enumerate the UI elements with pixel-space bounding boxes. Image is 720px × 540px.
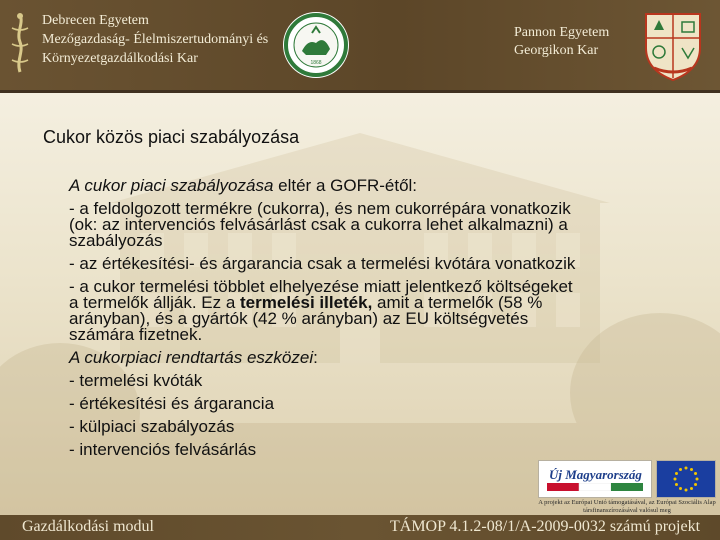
uj-magyarorszag-logo-text: Új Magyarország — [549, 467, 642, 482]
eu-star-icon — [690, 487, 693, 490]
body-text-span: számára fizetnek. — [69, 325, 203, 344]
eu-star-icon — [694, 483, 697, 486]
logo-stripe-icon — [547, 483, 643, 491]
university-emblem-icon — [6, 10, 34, 78]
uj-magyarorszag-logo — [538, 460, 652, 498]
eu-star-icon — [690, 468, 693, 471]
body-text-span: - a cukor termelési többlet elhelyezése miatt jelentkező költségeket — [69, 277, 573, 296]
eu-star-icon — [685, 489, 688, 492]
right-university-line: Georgikon Kar — [514, 43, 599, 58]
left-university-line: Környezetgazdálkodási Kar — [42, 51, 198, 66]
footer-project-id: TÁMOP 4.1.2-08/1/A-2009-0032 számú projekt — [390, 518, 701, 535]
body-text-span: - az értékesítési- és árgarancia csak a termelési kvótára vonatkozik — [69, 254, 576, 273]
seal-year: 1868 — [310, 60, 322, 66]
body-line — [69, 373, 679, 389]
body-text-span: (ok: az intervenciós felvásárlást csak a cukorra lehet alkalmazni) a — [69, 215, 568, 234]
eu-star-icon — [679, 468, 682, 471]
body-line — [69, 327, 679, 343]
eu-star-icon — [696, 478, 699, 481]
body-text-span: eltér a GOFR-étől: — [273, 176, 418, 195]
footer-module-name: Gazdálkodási modul — [22, 518, 154, 535]
eu-star-icon — [685, 467, 688, 470]
body-text-span: - termelési kvóták — [69, 371, 203, 390]
eu-star-icon — [674, 478, 677, 481]
right-university-line: Pannon Egyetem — [514, 25, 610, 40]
funding-caption: A projekt az Európai Unió támogatásával, az Európai Szociális Alap társfinanszírozásával valósul meg — [538, 499, 716, 514]
eu-star-icon — [679, 487, 682, 490]
slide-body-text — [69, 178, 679, 458]
left-university-line: Mezőgazdaság- Élelmiszertudományi és — [42, 32, 269, 47]
body-text-span: amit a termelők (58 % — [372, 293, 543, 312]
left-university-line: Debrecen Egyetem — [42, 13, 149, 28]
body-text-span: szabályozás — [69, 231, 163, 250]
university-crest-icon — [640, 8, 706, 82]
body-text-span: arányban), és a gyártók (42 % arányban) az EU költségvetés — [69, 309, 529, 328]
body-line — [69, 442, 679, 458]
body-text-span: - külpiaci szabályozás — [69, 417, 235, 436]
body-line — [69, 256, 679, 272]
italic-heading: A cukor piaci szabályozása — [69, 176, 274, 195]
body-line — [69, 350, 679, 366]
funding-logos — [538, 460, 716, 516]
eu-stars-icon — [657, 461, 715, 497]
slide-title: Cukor közös piaci szabályozása — [43, 127, 300, 147]
eu-star-icon — [694, 472, 697, 475]
eu-star-icon — [675, 472, 678, 475]
body-line — [69, 178, 679, 194]
body-text-span: : — [313, 348, 318, 367]
body-line — [69, 419, 679, 435]
footer-band — [0, 515, 720, 540]
italic-heading: A cukorpiaci rendtartás eszközei — [69, 348, 314, 367]
eu-star-icon — [675, 483, 678, 486]
eu-flag-logo — [656, 460, 716, 498]
body-text-span: - intervenciós felvásárlás — [69, 440, 257, 459]
emphasized-term: termelési illeték, — [240, 293, 373, 312]
right-university-name — [514, 24, 609, 60]
body-line — [69, 233, 679, 249]
body-line — [69, 396, 679, 412]
left-university-name — [42, 11, 268, 68]
body-text-span: - a feldolgozott termékre (cukorra), és nem cukorrépára vonatkozik — [69, 199, 571, 218]
body-text-span: a termelők állják. Ez a — [69, 293, 241, 312]
university-seal-icon — [282, 11, 350, 79]
header-band — [0, 0, 720, 90]
body-text-span: - értékesítési és árgarancia — [69, 394, 275, 413]
